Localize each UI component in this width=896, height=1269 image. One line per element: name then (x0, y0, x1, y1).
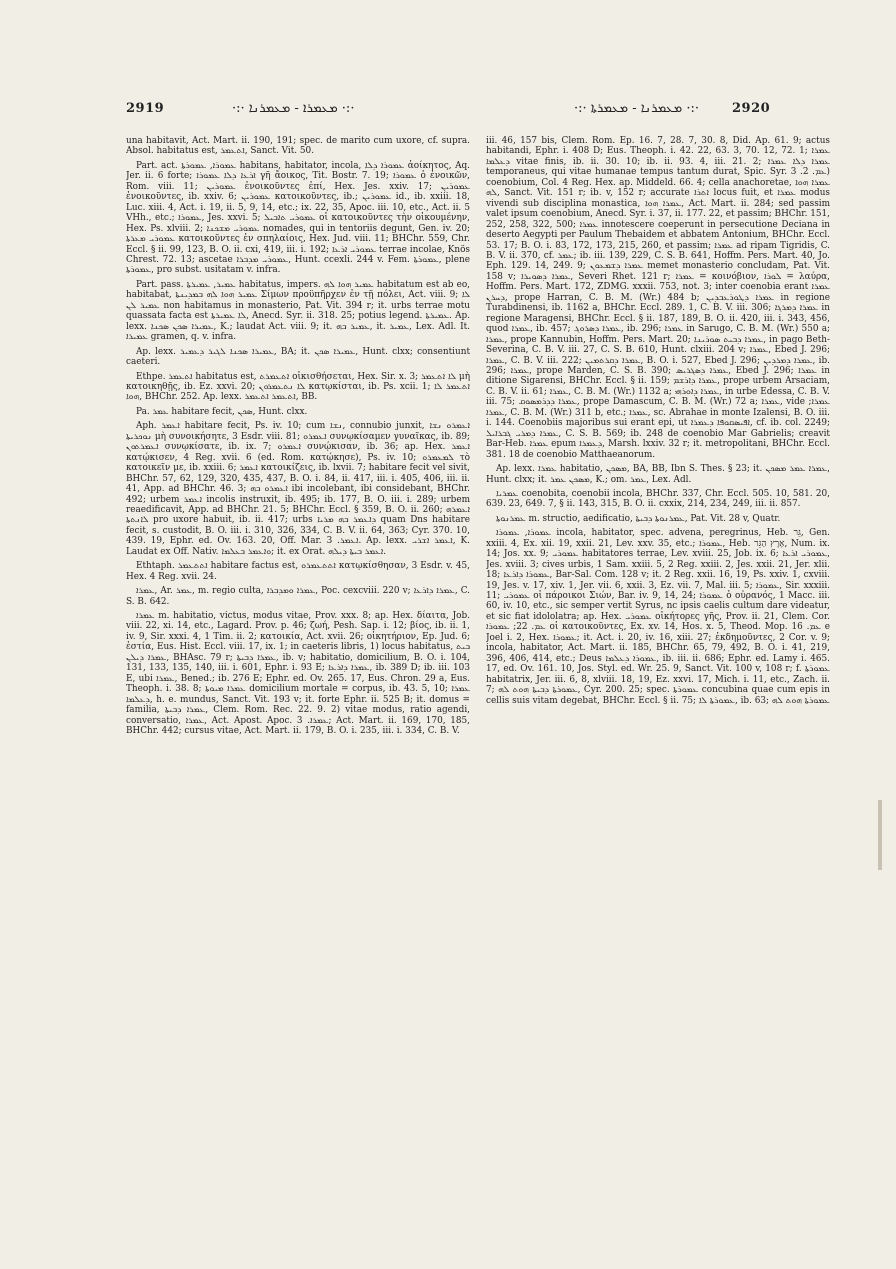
entry-paragraph: iii. 46, 157 bis, Clem. Rom. Ep. 16. 7, 28. 7, 30. 8, Did. Ap. 61. 9; actus habitandi, Ephr. i. 408 D; Eus. Theoph. i. 42. 22, 63. 3, 70. 12, 72. 1; ܥܡܪܐ ܕܥܠܡܐ vitae finis, ib. ii. 30. 10; ib. ii. 93. 4, iii. 21. 2; ܥܡܪܐ ܕܠܐ ܥܡܪܐ temporaneus, qui vitae humanae tempus tantum durat, Spic. Syr. ܥܡ. 2. 3) coenobium, Col. 4 Reg. Hex. ap. Middeld. 66. 4; cella anachoretae, ܥܡܪܐ ܗܘܐ ܠܗ, Sanct. Vit. 151 r; ib. v, 152 r; accurate ܐܬܪܐ locus fuit, et ܥܡܪܐ modus vivendi sub disciplina monastica, ܥܡܪܐ ܗܘܐ, Act. Mart. ii. 284; sed passim valet ipsum coenobium, Anecd. Syr. i. 37, ii. 177. 22, et passim; BHChr. 151, 252, 258, 322, 500; ܥܡܪܐ innotescere coeperunt in persecutione Deciana in deserto Aegypti per Paulum Thebaidem et abbatem Antonium, BHChr. Eccl. 53. 17; B. O. i. 83, 172, 173, 215, 260, et passim; ܥܡܪܐ ad ripam Tigridis, C. B. V. ii. 370, cf. ܥܡܪ; ib. iii. 139, 229, C. S. B. 641, Hoffm. Pers. Mart. 40, Jo. Eph. 129. 14, 249. 9; ܥܡܪܐ ܕܫܡܥܘܢ memet monasterio concludam, Pat. Vit. 158 v; ܥܡܪܐ ܕܣܘܝܪܐ, Severi Rhet. 121 r; ܥܡܪܐ = κοινόβιον, ܠܘܪܐ = λαύρα, Hoffm. Pers. Mart. 172, ZDMG. xxxii. 753, not. 3; inter coenobia erant ܥܡܪܐ ܕܚܪܢ, prope Harran, C. B. M. (Wr.) 484 b; ܥܡܪܐ ܕܛܘܪܥܒܕܝܢ in regione Turabdinensi, ib. 1162 a, BHChr. Eccl. 289. 1, C. B. V. iii. 306; ܥܡܪܐ ܕܡܪܓܐ in regione Maragensi, BHChr. Eccl. § ii. 187, 189, B. O. ii. 420, iii. i. 343, 456, quod ܥܡܪܐ, ib. 457; ܥܡܪܐ ܕܣܪܘܓ, ib. 296; ܥܡܪܐ in Sarugo, C. B. M. (Wr.) 550 a; ܥܡܪܐ, prope Kannubin, Hoffm. Pers. Mart. 20; ܥܡܪܐ ܕܒܝܬ ܣܘܪܝܢܐ, in pago Beth-Severina, C. B. V. iii. 27, C. S. B. 610, Hunt. clxiii. 204 v; ܥܡܪܐ, Ebed J. 296; ܥܡܪܐ, C. B. V. iii. 222; ܥܡܪܐ ܕܩܪܬܡܝܢ, B. O. i. 527, Ebed J. 296; ܥܡܪܐ ܕܡܪܕܝܢ, ib. 296; ܥܡܪܐ, prope Marden, C. S. B. 390; ܥܡܪܐ ܕܣܓܪܝܣ, Ebed J. 296; ܥܡܪܐ in ditione Sigarensi, BHChr. Eccl. § ii. 159; ܥܡܪܐ ܕܐܪܫܡ, prope urbem Arsaciam, C. B. V. ii. 61; ܥܡܪܐ, C. B. M. (Wr.) 1132 a; ܥܡܪܐ ܕܐܘܪܗܝ, in urbe Edessa, C. B. V. iii. 75; ܥܡܪܐ ܕܕܪܡܣܘܩ, prope Damascum, C. B. M. (Wr.) 72 a; ܥܡܪܐ, vide ܥܡܪܐ; ܥܡܪܐ, C. B. M. (Wr.) 311 b, etc.; ܥܡܪܐ, sc. Abrahae in monte Izalensi, B. O. iii. i. 144. Coenobiis majoribus sui erant epi, ut ܐܦܝܣܩܘܦܐ ܕܥܡܪܐ, cf. ib. col. 2249; ܥܡܪܐ ܕܡܪܝ ܓܒܪܐܝܠ, C. S. B. 569; ib. 248 de coenobio Mar Gabrielis; creavit Bar-Heb. ܥܡܪܐ epum ܕܥܡܪܐ, Marsh. lxxiv. 32 r; it. metropolitani, BHChr. Eccl. 381. 18 de coenobio Matthaeanorum. (486, 136, 830, 460)
page-number-left: 2919 (126, 101, 165, 116)
entry-paragraph: una habitavit, Act. Mart. ii. 190, 191; spec. de marito cum uxore, cf. supra. Absol. habitatus est, ܐܬܥܡܪ, Sanct. Vit. 50. (126, 136, 470, 157)
entry-paragraph: Ap. lexx. ܥܡܪܐ habitatio, ܡܣܟܢ, BA, BB, Ibn S. Thes. § 23; it. ܥܡܪܐ ܥܡܪ ܡܣܟܢ, Hunt. clxx; it. ܡܣܟܢ ܥܡܪ, K.; om. ܥܡܪ, Lex. Adl. (486, 464, 830, 485)
entry-paragraph: ܥܡܪܐ, Ar. ܥܡܪ, m. regio culta, ܥܡܪܐ ܘܡܕܒܪܐ, Poc. cexcviii. 220 v; ܥܡܪܐ ܕܐܪܥܐ, C. S. B. 642. (126, 586, 470, 607)
page-header (0, 96, 896, 122)
left-column (126, 136, 470, 1244)
right-column (486, 136, 830, 1244)
running-headword-left: ·:· ܡܥܡܪܐ - ܡܥܡܪܢܐ ·:· (232, 101, 355, 116)
entry-paragraph: Pa. ܥܡܪ habitare fecit, ܣܟܢ, Hunt. clxx. (136, 406, 308, 417)
entry-paragraph: Ethpe. ܐܬܥܡܪ habitatus est, ܐܬܥܡܪܬ οἰκισθήσεται, Hex. Sir. x. 3; ܠܐ ܐܬܥܡܪ μὴ κατοικηθῇς, ib. Ez. xxvi. 20; ܠܐ ܢܬܥܡܪܘܢ κατῳκίσται, ib. Ps. xcii. 1; ܐܬܥܡܪ ܠܐ ܗܘܐ, BHChr. 252. Ap. lexx. ܐܬܥܡܪ ܐܬܥܡܪ, BB. (126, 371, 470, 403)
page-edge-mark (878, 800, 882, 870)
entry-paragraph: ܥܡܘܪܐ, ܥܡܘܪܐ incola, habitator, spec. advena, peregrinus, Heb. גֵּר, Gen. xxiii. 4, Ex. xii. 19, xxii. 21, Lev. xxv. 35, etc.; ܥܡܘܪܐ, Heb. אֶרֶץ הַגֵּר, Num. ix. 14; Jos. xx. 9; ܥܡܘܪܝ habitatores terrae, Lev. xviii. 25, Job. ix. 6; ܥܡܘܪܝ ܐܪܥܐ, Jes. xviii. 3; cives urbis, 1 Sam. xxiii. 5, 2 Reg. xxiii. 2, Jes. xxii. 21, Jer. xlii. 18; ܥܡܘܪܐ ܕܐܪܥܐ, Bar-Sal. Com. 128 v; it. 2 Reg. xxii. 16, 19, Ps. xxiv. 1, cxviii. 19, Jes. v. 17, xiv. 1, Jer. vii. 6, xxii. 3, Ez. vii. 7, Mal. iii. 5; ܥܡܘܪܐ, Sir. xxxiii. 11; ܥܡܘܪܝ οἱ πάροικοι Σιών, Bar. iv. 9, 14, 24; ܥܡܘܪܐ ὁ οὐρανός, 1 Macc. iii. 60, iv. 10, etc., sic semper vertit Syrus, nc ipsis caelis cultum dare videatur, et sic fiat idololatra; ap. Hex. ܥܡܘܪܝ οἰκήτορες γῆς, Prov. ii. 21, Clem. Cor. ܥܡ. 22; ܥܡܘܪܐ οἱ κατοικοῦντες, Ex. xv. 14, Hos. x. 5, Theod. Mop. ܥܡ. 16 e Joel i. 2, Hex. ܥܡܘܪܐ; it. Act. i. 20, iv. 16, xiii. 27; ἐκδημοῦντες, 2 Cor. v. 9; incola, habitator, Act. Mart. ii. 185, BHChr. 65, 79, 492, B. O. i. 41, 219, 396, 406, 414, etc.; Deus ܥܡܘܪܐ ܕܥܠܡܐ, ib. iii. ii. 686; Ephr. ed. Lamy i. 465. 17, ed. Ov. 161. 10, Jos. Styl. ed. Wr. 25. 9, Sanct. Vit. 100 v, 108 r; f. ܥܡܘܪܬܐ habitatrix, Jer. iii. 6, 8, xlviii. 18, 19, Ez. xxvi. 17, Mich. i. 11, etc., Zach. ii. 7; ܥܡܘܪܬܐ ܕܒܝܬܐ ܗܘܬ ܠܗ, Cyr. 200. 25; spec. ܥܡܘܪܬܐ concubina quae cum epis in cellis suis vitam degebat, BHChr. Eccl. § ii. 75; ܥܡܘܪܬܐ ܠܐ, ib. 63; ܥܡܘܪܬܐ ܗܘܬ ܠܗ (486, 528, 830, 706)
entry-paragraph: ܥܡܪܝܐ coenobita, coenobii incola, BHChr. 337, Chr. Eccl. 505. 10, 581. 20, 639. 23, 649. 7, § ii. 143, 315, B. O. ii. cxxix, 214, 234, 249, iii. ii. 857. (486, 488, 830, 510)
entry-paragraph: Part. pass. ܥܡܝܪ, ܥܡܝܪܬܐ habitatus, impers. ܥܡܝܪ ܗܘܐ ܠܗ habitatum est ab eo, habitabat, ܥܡܝܪ ܗܘܐ ܠܗ ܒܡܕܝܢܬܐ Σίμων προϋπῆρχεν ἐν τῇ πόλει, Act. viii. 9; ܠܐ ܥܡܝܪ ܠܢ non habitamus in monasterio, Pat. Vit. 394 r; it. urbs terrae motu quassata facta est ܠܐ ܥܡܝܪܬܐ, Anecd. Syr. ii. 318. 25; potius legend. ܥܡܝܪܬܐ. Ap. lexx. ܥܡܝܪܐ ܣܟܢ ܣܟܢܐ, K.; laudat Act. viii. 9; it. ܥܡܝܪ ܒܗ, it. ܥܡܝܪ, Lex. Adl. It. ܥܡܝܪܐ gramen, q. v. infra. (126, 279, 470, 343)
entry-paragraph: Aph. ܐܥܡܪ habitare fecit, Ps. iv. 10; cum ܢܫܐ, connubio junxit, ܐܥܡܪܘ ܢܫܐ ܢܘܟܪܝܬܐ μὴ συνοικήσητε, 3 Esdr. viii. 81; ܐܥܡܪܘ συνῳκίσαμεν γυναῖκας, ib. 89; ܐܥܡܪܬܘܢ συνῳκίσατε, ib. ix. 7; ܐܥܡܪܘ συνῴκισαν, ib. 36; ap. Hex. ܐܥܡܪ κατῴκισεν, 4 Reg. xvii. 6 (ed. Rom. κατῴκησε), Ps. iv. 10; ܠܡܥܡܪܘ τὸ κατοικεῖν με, ib. xxiii. 6; ܐܥܡܪ κατοικίζεις, ib. lxvii. 7; habitare fecit vel sivit, BHChr. 57, 62, 129, 320, 435, 437, B. O. i. 84, ii. 417, iii. i. 405, 406, iii. ii. 41, App. ad BHChr. 46. 3; ܐܥܡܪܘ ܒܗ ibi incolebant, ibi considebant, BHChr. 492; urbem ܐܥܡܪ incolis instruxit, ib. 495; ib. 177, B. O. iii. i. 289; urbem reaedificavit, App. ad BHChr. 21. 5; BHChr. Eccl. § 359, B. O. ii. 260; ܐܥܡܪܗ ܠܐܢܬܬܐ pro uxore habuit, ib. ii. 417; urbs ܕܐܥܡܪ ܒܗ ܡܪܝܐ quam Dns habitare fecit, s. custodit, B. O. iii. i. 310, 326, 334, C. B. V. ii. 64, 363; Cyr. 370. 10, 439. 19, Ephr. ed. Ov. 163. 20, Off. Mar. ܐܥܡܪ. 3. Ap. lexx. ܐܥܡܪ ܐܫܪܝ, K. Laudat ex Off. Nativ. ܘܐܥܡܪ ܒܥܠܡܐ; it. ex Orat. ܐܥܡܪ ܒܝܬܐ ܕܝܠܗ. (126, 421, 470, 557)
entry-paragraph: Ap. lexx. ܥܡܝܪܐ ܣܟܢܐ ܠܓܝܪ ܕܥܡܝܪ, BA; it. ܥܡܝܪܐ ܣܟܢ, Hunt. clxx; consentiunt caeteri. (126, 346, 470, 368)
entry-paragraph: Ethtaph. ܐܬܬܥܡܪ habitare factus est, ܐܬܬܥܡܪܘ κατῳκίσθησαν, 3 Esdr. v. 45, Hex. 4 Reg. xvii. 24. (126, 561, 470, 582)
entry-paragraph: Part. act. ܥܡܘܪܐ, ܥܡܘܪܬܐ habitans, habitator, incola, ܥܡܘܪܐ ܕܠܐ ἀοίκητος, Aq. Jer. ii. 6 forte; ܐܪܥܐ ܕܠܐ ܥܡܘܪܐ γῆ ἄοικος, Tit. Bostr. 7. 19; ܥܡܘܪܐ ὁ ἐνοικῶν, Rom. viii. 11; ܥܡܘܪܝܢ ἐνοικοῦντες ἐπί, Hex. Jes. xxiv. 17; ܥܡܘܪܝܢ ἐνοικοῦντες, ib. xxiv. 6; ܥܡܘܪܝܢ κατοικοῦντες, ib.; ܥܡܘܪܝܢ id., ib. xxiii. 18, Luc. xiii. 4, Act. i. 19, ii. 5, 9, 14, etc.; ix. 22, 35, Apoc. iii. 10, etc., Act. ii. 5 VHh., etc.; ܥܡܘܪܐ, Jes. xxvi. 5; ܥܡܘܪܝ ܬܐܒܝܠ οἱ κατοικοῦντες τὴν οἰκουμένην, Hex. Ps. xlviii. 2; ܥܡܘܪܝ ܡܫܟܢܐ nomades, qui in tentoriis degunt, Gen. iv. 20; ܥܡܘܪܝ ܡܥܪܬܐ κατοικοῦντες ἐν σπηλαίοις, Hex. Jud. viii. 11; BHChr. 559, Chr. Eccl. § ii. 99, 123, B. O. ii. cxi, 419, iii. i. 192; ܥܡܘܪܝ ܐܪܥܐ terrae incolae, Knös Chrest. 72. 13; ascetae ܥܡܘܪܝ ܡܕܒܪܐ, Hunt. ccexli. 244 v. Fem. ܥܡܘܪܬܐ, plene ܥܡܘܪܬܐ, pro subst. usitatam v. infra. (126, 160, 470, 276)
page-number-right: 2920 (732, 101, 771, 116)
running-headword-right: ·:· ܡܥܡܪܢܐ - ܡܥܡܪܬܐ ·:· (574, 101, 700, 116)
entry-paragraph: ܥܡܪܢܘܬܐ m. structio, aedificatio, ܥܡܪܢܘܬܐ ܕܒܝܬܐ, Pat. Vit. 28 v, Quatr. (496, 513, 781, 524)
entry-paragraph: ܥܡܪܐ m. habitatio, victus, modus vitae, Prov. xxx. 8; ap. Hex. δίαιτα, Job. viii. 22, xi. 14, etc., Lagard. Prov. p. 46; ζωή, Pesh. Sap. i. 12; βίος, ib. ii. 1, iv. 9, Sir. xxxi. 4, 1 Tim. ii. 2; κατοικία, Act. xvii. 26; οἰκητήριον, Ep. Jud. 6; ἑστία, Eus. Hist. Eccl. viii. 17, ix. 1; in caeteris libris, 1) locus habitatus, ܒܝܬ ܥܡܪܐ ܕܝܠܢ, BHAsc. 79 r; ܥܡܪܐ ܕܒܝܬܐ, ib. v; habitatio, domicilium, B. O. i. 104, 131, 133, 135, 140, iii. i. 601, Ephr. i. 93 E; ܥܡܪܐ ܕܐܪܥܐ, ib. 389 D; ib. iii. 103 E, ubi ܥܡܪܐ, Bened.; ib. 276 E; Ephr. ed. Ov. 265. 17, Eus. Chron. 29 a, Eus. Theoph. i. 38. 8; ܥܡܪܐ ܡܝܘܬܐ domicilium mortale = corpus, ib. 43. 5, 10; ܥܡܪܐ ܕܥܠܡܐ, h. e. mundus, Sanct. Vit. 193 v; it. forte Ephr. ii. 525 B; it. domus = familia, ܥܡܪܐ ܕܒܝܬܐ, Clem. Rom. Rec. 22. 9. 2) vitae modus, ratio agendi, conversatio, ܥܡܪܐ, Act. Apost. Apoc. ܥܡܪܐ. 3; Act. Mart. ii. 169, 170, 185, BHChr. 442; cursus vitae, Act. Mart. ii. 179, B. O. i. 235, iii. i. 334, C. B. V. (126, 611, 470, 737)
